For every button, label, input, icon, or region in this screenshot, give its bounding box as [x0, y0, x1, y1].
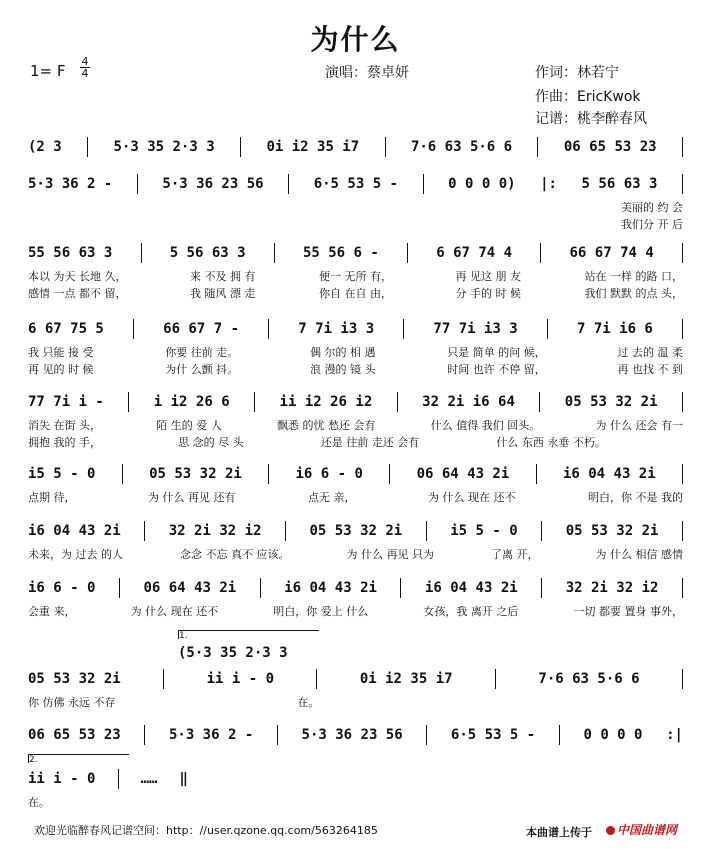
lyrics-line: [28, 285, 683, 301]
notes-row: [28, 724, 683, 746]
lyric-segment: 再 也找 不 到: [617, 363, 683, 376]
bar-line: [144, 521, 145, 541]
lyric-segment: 为 什么 现在 还不: [428, 491, 516, 504]
notes-row: [28, 173, 683, 195]
bar-line: [682, 319, 683, 339]
bar-line: [539, 392, 540, 412]
repeat-end-sign: :|: [666, 727, 683, 743]
note-group: 0 0 0 0: [583, 727, 643, 743]
note-group: 55 56 63 3: [28, 245, 113, 261]
lyric-segment: 了离 开，: [491, 548, 539, 561]
lyric-segment: 一切 都要 置身 事外，: [573, 605, 683, 618]
bar-line: [537, 137, 538, 157]
time-signature-bottom: 4: [81, 67, 89, 80]
bar-line: [268, 464, 269, 484]
final-bar-line: ‖: [179, 771, 188, 787]
lyric-segment: 分 手的 时 候: [455, 287, 521, 300]
note-group: 32 2i 32 i2: [565, 580, 659, 596]
key-signature: 1= F: [30, 62, 66, 80]
note-group: 77 7i i3 3: [433, 321, 518, 337]
lyric-segment: 美丽的 约 会: [620, 201, 683, 214]
bar-line: [254, 392, 255, 412]
lyrics-line: [28, 344, 683, 360]
volta-bracket: 1.: [178, 630, 319, 639]
note-group: 05 53 32 2i: [149, 466, 242, 482]
bar-line: [682, 137, 683, 157]
note-group: (2 3: [28, 139, 62, 155]
note-group: 6·5 53 5 -: [450, 727, 536, 743]
ending-one-intro-notes: [178, 642, 328, 664]
bar-line: [682, 174, 683, 194]
singer-credit: 演唱：蔡卓妍: [325, 65, 409, 81]
lyric-segment: 来 不及 拥 有: [190, 270, 256, 283]
note-group: 55 56 6 -: [302, 245, 379, 261]
bar-line: [682, 521, 683, 541]
bar-line: [163, 669, 164, 689]
note-group: 32 2i 32 i2: [168, 523, 262, 539]
lyricist-credit: 作词：林若宁: [535, 65, 619, 81]
lyric-segment: 过 去的 温 柔: [617, 346, 683, 359]
time-signature-top: 4: [81, 55, 89, 68]
site-logo: [606, 821, 677, 838]
bar-line: [397, 392, 398, 412]
bar-line: [407, 243, 408, 263]
note-group: 66 67 74 4: [569, 245, 654, 261]
logo-text: 中国曲谱网: [617, 823, 678, 837]
bar-line: [682, 464, 683, 484]
lyric-segment: 我们分 开 后: [620, 218, 683, 231]
lyric-segment: 偶 尔的 相 遇: [310, 346, 376, 359]
lyric-segment: 思 念的 尽 头: [178, 436, 244, 449]
bar-line: [423, 174, 424, 194]
note-group: 05 53 32 2i: [565, 523, 659, 539]
bar-line: [540, 243, 541, 263]
lyric-segment: 便一 无所 有，: [319, 270, 392, 283]
bar-line: [268, 319, 269, 339]
transcriber-credit: 记谱：桃李醉春风: [535, 111, 647, 127]
lyric-segment: 明白，你 不是 我的: [588, 491, 683, 504]
note-group: 5 56 63 3: [169, 245, 246, 261]
bar-line: [240, 137, 241, 157]
lyrics-line: [28, 794, 148, 810]
notes-row: [28, 768, 188, 790]
lyric-segment: 你 仿佛 永远 不存: [28, 696, 116, 709]
bar-line: [128, 392, 129, 412]
note-group: 7·6 63 5·6 6: [538, 671, 640, 687]
note-group: 06 64 43 2i: [143, 580, 237, 596]
note-group: 6 67 74 4: [436, 245, 513, 261]
song-title: 为什么: [310, 23, 401, 56]
lyric-segment: 你自 在自 由，: [319, 287, 392, 300]
notes-row: [28, 318, 683, 340]
logo-mark-icon: [606, 826, 615, 835]
bar-line: [285, 521, 286, 541]
notes-row: [28, 577, 683, 599]
bar-line: [277, 725, 278, 745]
bar-line: [385, 137, 386, 157]
note-group: 06 65 53 23: [563, 139, 657, 155]
bar-line: [122, 464, 123, 484]
lyric-segment: 消失 在街 头，: [28, 419, 101, 432]
lyric-segment: 为 什么 再见 只为: [346, 548, 434, 561]
bar-line: [118, 769, 119, 789]
note-group: 5·3 35 2·3 3: [113, 139, 215, 155]
lyrics-line: [28, 434, 683, 450]
note-group: i6 04 43 2i: [424, 580, 518, 596]
note-group: ii i - 0: [28, 771, 96, 787]
bar-line: [541, 578, 542, 598]
lyrics-line: [28, 489, 683, 505]
note-group: i5 5 - 0: [28, 466, 96, 482]
note-group: 05 53 32 2i: [28, 671, 121, 687]
bar-line: [260, 578, 261, 598]
note-group: ……: [140, 771, 158, 787]
lyric-segment: 站在 一样 的路 口，: [584, 270, 683, 283]
note-group: i i2 26 6: [153, 394, 230, 410]
note-group: 7·6 63 5·6 6: [410, 139, 513, 155]
notes-row: [28, 391, 683, 413]
note-group: 77 7i i -: [28, 394, 104, 410]
lyric-segment: 会重 来，: [28, 605, 76, 618]
bar-line: [682, 669, 683, 689]
notes-row: [28, 520, 683, 542]
bar-line: [495, 669, 496, 689]
lyric-segment: 你要 往前 走。: [165, 346, 239, 359]
lyric-segment: 时间 也许 不停 留，: [447, 363, 546, 376]
lyrics-line: [28, 268, 683, 284]
lyrics-line: [28, 199, 683, 215]
lyric-segment: 我们 默默 的点 头，: [584, 287, 683, 300]
bar-line: [389, 464, 390, 484]
footer-visit-text: 欢迎光临醉春风记谱空间：http：//user.qzone.qq.com/563264185: [34, 824, 378, 837]
composer-credit: 作曲：EricKwok: [535, 89, 641, 105]
bar-line: [274, 243, 275, 263]
note-group: 0 0 0 0): [448, 176, 516, 192]
note-group: i6 6 - 0: [295, 466, 363, 482]
bar-line: [288, 174, 289, 194]
lyric-segment: 明白，你 爱上 什么: [273, 605, 369, 618]
lyric-segment: 为 什么 现在 还不: [130, 605, 219, 618]
note-group: i5 5 - 0: [450, 523, 518, 539]
note-group: 06 65 53 23: [28, 727, 121, 743]
bar-line: [541, 521, 542, 541]
note-group: 0i i2 35 i7: [266, 139, 360, 155]
lyrics-line: [28, 603, 683, 619]
bar-line: [87, 137, 88, 157]
bar-line: [547, 319, 548, 339]
lyrics-line: [28, 361, 683, 377]
lyrics-line: [28, 216, 683, 232]
lyric-segment: 什么 东西 永垂 不朽。: [496, 436, 606, 449]
lyrics-line: [28, 417, 683, 433]
lyric-segment: 为什 么颤 抖。: [165, 363, 239, 376]
lyric-segment: 在。: [297, 696, 320, 709]
bar-line: [400, 578, 401, 598]
bar-line: [141, 243, 142, 263]
bar-line: [133, 319, 134, 339]
note-group: 5 56 63 3: [581, 176, 658, 192]
bar-line: [426, 521, 427, 541]
lyric-segment: 什么 值得 我们 回头。: [430, 419, 541, 432]
lyric-segment: 我 只能 接 受: [28, 346, 94, 359]
lyric-segment: 点无 亲，: [308, 491, 356, 504]
lyric-segment: 浪 漫的 镜 头: [310, 363, 376, 376]
note-group: 6·5 53 5 -: [313, 176, 398, 192]
lyric-segment: 还是 往前 走还 会有: [320, 436, 420, 449]
note-group: 7 7i i6 6: [577, 321, 653, 337]
lyric-segment: 点期 待，: [28, 491, 76, 504]
notes-row: [28, 136, 683, 158]
bar-line: [682, 243, 683, 263]
notes-row: [28, 463, 683, 485]
lyric-segment: 拥抱 我的 手，: [28, 436, 101, 449]
bar-line: [682, 578, 683, 598]
bar-line: [144, 725, 145, 745]
note-group: 06 64 43 2i: [416, 466, 510, 482]
repeat-start-sign: |:: [540, 176, 557, 192]
lyric-segment: 再 见的 时 候: [28, 363, 94, 376]
note-group: 05 53 32 2i: [309, 523, 403, 539]
note-group: ii i - 0: [206, 671, 274, 687]
note-group: i6 04 43 2i: [562, 466, 656, 482]
volta-bracket: 2.: [28, 754, 129, 763]
note-group: 5·3 36 23 56: [301, 727, 403, 743]
bar-line: [137, 174, 138, 194]
lyric-segment: 陌 生的 爱 人: [156, 419, 222, 432]
note-group: ii i2 26 i2: [279, 394, 373, 410]
note-group: (5·3 35 2·3 3: [178, 645, 288, 661]
lyrics-line: [28, 546, 683, 562]
notes-row: [28, 242, 683, 264]
lyric-segment: 在。: [28, 796, 50, 809]
bar-line: [426, 725, 427, 745]
bar-line: [316, 669, 317, 689]
bar-line: [119, 578, 120, 598]
lyric-segment: 我 随风 漂 走: [190, 287, 256, 300]
lyrics-line: [28, 694, 683, 710]
lyric-segment: 本以 为天 长地 久，: [28, 270, 127, 283]
lyric-segment: 只是 简单 的问 候，: [447, 346, 546, 359]
lyric-segment: 感情 一点 都不 留，: [28, 287, 127, 300]
bar-line: [536, 464, 537, 484]
note-group: i6 04 43 2i: [284, 580, 377, 596]
notes-row: [28, 668, 683, 690]
note-group: 7 7i i3 3: [298, 321, 375, 337]
lyric-segment: 再 见这 朋 友: [455, 270, 521, 283]
note-group: i6 6 - 0: [28, 580, 96, 596]
footer-upload-text: 本曲谱上传于: [526, 826, 592, 839]
note-group: 0i i2 35 i7: [359, 671, 453, 687]
note-group: 66 67 7 -: [163, 321, 239, 337]
lyric-segment: 为 什么 相信 感情: [595, 548, 683, 561]
lyric-segment: 未来，为 过去 的人: [28, 548, 123, 561]
lyric-segment: 为 什么 还会 有一: [595, 419, 683, 432]
note-group: 5·3 36 2 -: [168, 727, 254, 743]
note-group: 5·3 36 23 56: [162, 176, 264, 192]
bar-line: [559, 725, 560, 745]
bar-line: [682, 392, 683, 412]
note-group: 6 67 75 5: [28, 321, 104, 337]
note-group: 05 53 32 2i: [564, 394, 658, 410]
lyric-segment: 为 什么 再见 还有: [148, 491, 236, 504]
note-group: 5·3 36 2 -: [28, 176, 113, 192]
lyric-segment: 女孩，我 离开 之后: [423, 605, 519, 618]
note-group: 32 2i i6 64: [422, 394, 515, 410]
time-signature: [80, 56, 90, 79]
lyric-segment: 飘悉 的忧 愁还 会有: [277, 419, 376, 432]
note-group: i6 04 43 2i: [28, 523, 121, 539]
bar-line: [403, 319, 404, 339]
lyric-segment: 念念 不忘 真不 应该。: [180, 548, 290, 561]
